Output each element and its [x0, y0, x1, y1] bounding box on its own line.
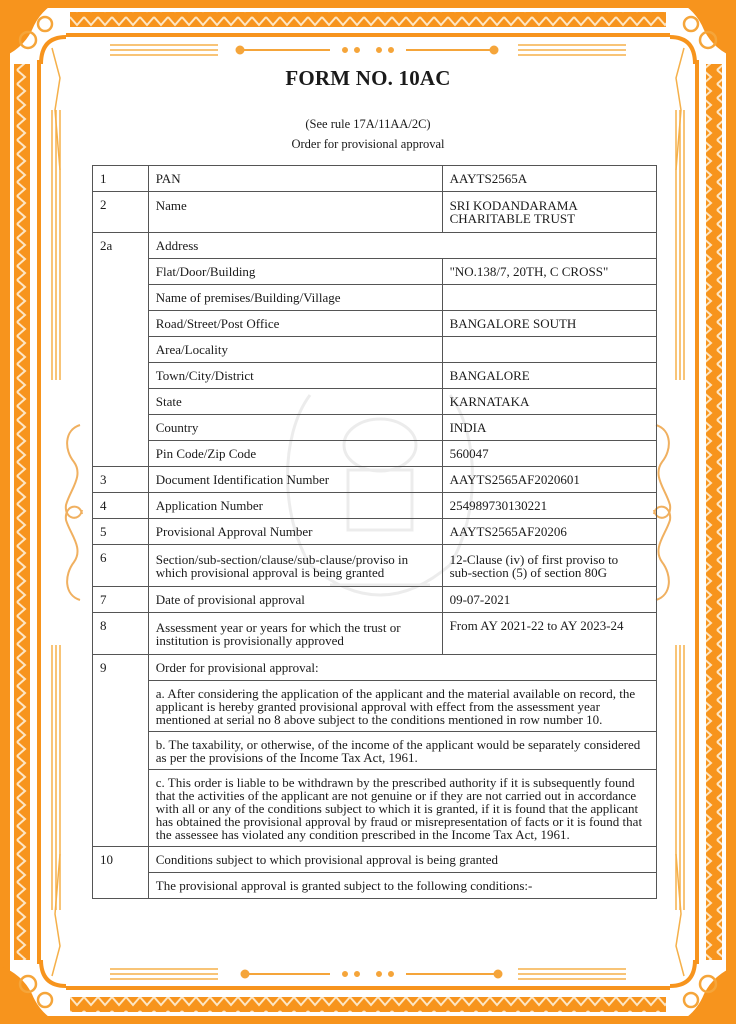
row-label: Provisional Approval Number [148, 519, 442, 545]
value-line-2: sub-section (5) of section 80G [449, 564, 607, 580]
address-field-value: 560047 [442, 441, 656, 467]
address-field-row [93, 363, 657, 389]
row-label: Date of provisional approval [148, 587, 442, 613]
row-number: 10 [93, 847, 149, 899]
address-field-label: Area/Locality [148, 337, 442, 363]
address-field-row [93, 259, 657, 285]
address-field-label: State [148, 389, 442, 415]
row-label: Name [148, 192, 442, 233]
row-label: Document Identification Number [148, 467, 442, 493]
value-line-1: 12-Clause (iv) of first proviso to [449, 551, 619, 567]
row-label: Application Number [148, 493, 442, 519]
table-row-name [93, 192, 657, 233]
table-row-din [93, 467, 657, 493]
order-paragraph-row [93, 770, 657, 847]
application-number-value: 254989730130221 [442, 493, 656, 519]
table-row-address [93, 233, 657, 259]
address-field-label: Country [148, 415, 442, 441]
address-field-value: BANGALORE [442, 363, 656, 389]
conditions-text-row [93, 873, 657, 899]
order-paragraph-c: c. This order is liable to be withdrawn by the prescribed authority if it is subsequently found that the activities of the applicant are not genuine or if they are not carried out in accordance with all or any of the conditions subject to which it is granted, if it is found that the applicant has obtained the provisional approval by fraud or misrepresentation of facts or it is found that the assessee has violated any condition prescribed in the Income Tax Act, 1961. [148, 770, 656, 847]
row-number: 5 [93, 519, 149, 545]
table-row-date [93, 587, 657, 613]
address-field-value: "NO.138/7, 20TH, C CROSS" [442, 259, 656, 285]
table-row-pan [93, 166, 657, 192]
address-field-row [93, 415, 657, 441]
row-label [148, 613, 442, 655]
row-number: 4 [93, 493, 149, 519]
conditions-text: The provisional approval is granted subject to the following conditions:- [148, 873, 656, 899]
rule-reference: (See rule 17A/11AA/2C) [305, 117, 431, 131]
table-row-assessment-years [93, 613, 657, 655]
table-row-conditions [93, 847, 657, 873]
order-paragraph-b: b. The taxability, or otherwise, of the income of the applicant would be separately considered as per the provisions of the Income Tax Act, 1961. [148, 732, 656, 770]
address-field-row [93, 311, 657, 337]
row-number: 7 [93, 587, 149, 613]
assessment-years-value: From AY 2021-22 to AY 2023-24 [442, 613, 656, 655]
address-field-value [442, 285, 656, 311]
pan-value: AAYTS2565A [442, 166, 656, 192]
row-label: Address [148, 233, 656, 259]
address-field-value: INDIA [442, 415, 656, 441]
address-field-value: BANGALORE SOUTH [442, 311, 656, 337]
row-label [148, 545, 442, 587]
address-field-label: Flat/Door/Building [148, 259, 442, 285]
name-value [442, 192, 656, 233]
label-line-2: which provisional approval is being granted [155, 564, 385, 580]
section-value [442, 545, 656, 587]
name-line-2: CHARITABLE TRUST [449, 211, 576, 226]
approval-date-value: 09-07-2021 [442, 587, 656, 613]
table-row-application-number [93, 493, 657, 519]
form-subtitle: Order for provisional approval [291, 137, 445, 151]
address-field-row [93, 441, 657, 467]
label-line-1: Assessment year or years for which the trust or [155, 619, 401, 635]
row-number: 9 [93, 655, 149, 847]
address-field-label: Pin Code/Zip Code [148, 441, 442, 467]
row-label: Conditions subject to which provisional approval is being granted [148, 847, 656, 873]
address-field-label: Town/City/District [148, 363, 442, 389]
row-label: Order for provisional approval: [148, 655, 656, 681]
address-field-row [93, 389, 657, 415]
order-paragraph-row [93, 681, 657, 732]
order-paragraph-a: a. After considering the application of the applicant and the material available on record, the applicant is hereby granted provisional approval with effect from the assessment year mentioned at serial no 8 above subject to the conditions mentioned in row number 10. [148, 681, 656, 732]
address-field-label: Name of premises/Building/Village [148, 285, 442, 311]
address-field-row [93, 285, 657, 311]
label-line-2: institution is provisionally approved [155, 632, 344, 648]
row-number: 8 [93, 613, 149, 655]
form-title: FORM NO. 10AC [285, 66, 451, 90]
name-line-1: SRI KODANDARAMA [449, 198, 578, 213]
address-field-row [93, 337, 657, 363]
address-field-label: Road/Street/Post Office [148, 311, 442, 337]
provisional-approval-table [92, 165, 657, 899]
row-number: 2 [93, 192, 149, 233]
address-field-value [442, 337, 656, 363]
address-field-value: KARNATAKA [442, 389, 656, 415]
row-label: PAN [148, 166, 442, 192]
row-number: 6 [93, 545, 149, 587]
table-row-approval-number [93, 519, 657, 545]
din-value: AAYTS2565AF2020601 [442, 467, 656, 493]
row-number: 1 [93, 166, 149, 192]
table-row-order [93, 655, 657, 681]
row-number: 3 [93, 467, 149, 493]
approval-number-value: AAYTS2565AF20206 [442, 519, 656, 545]
row-number: 2a [93, 233, 149, 467]
table-row-section [93, 545, 657, 587]
label-line-1: Section/sub-section/clause/sub-clause/proviso in [155, 551, 409, 567]
order-paragraph-row [93, 732, 657, 770]
